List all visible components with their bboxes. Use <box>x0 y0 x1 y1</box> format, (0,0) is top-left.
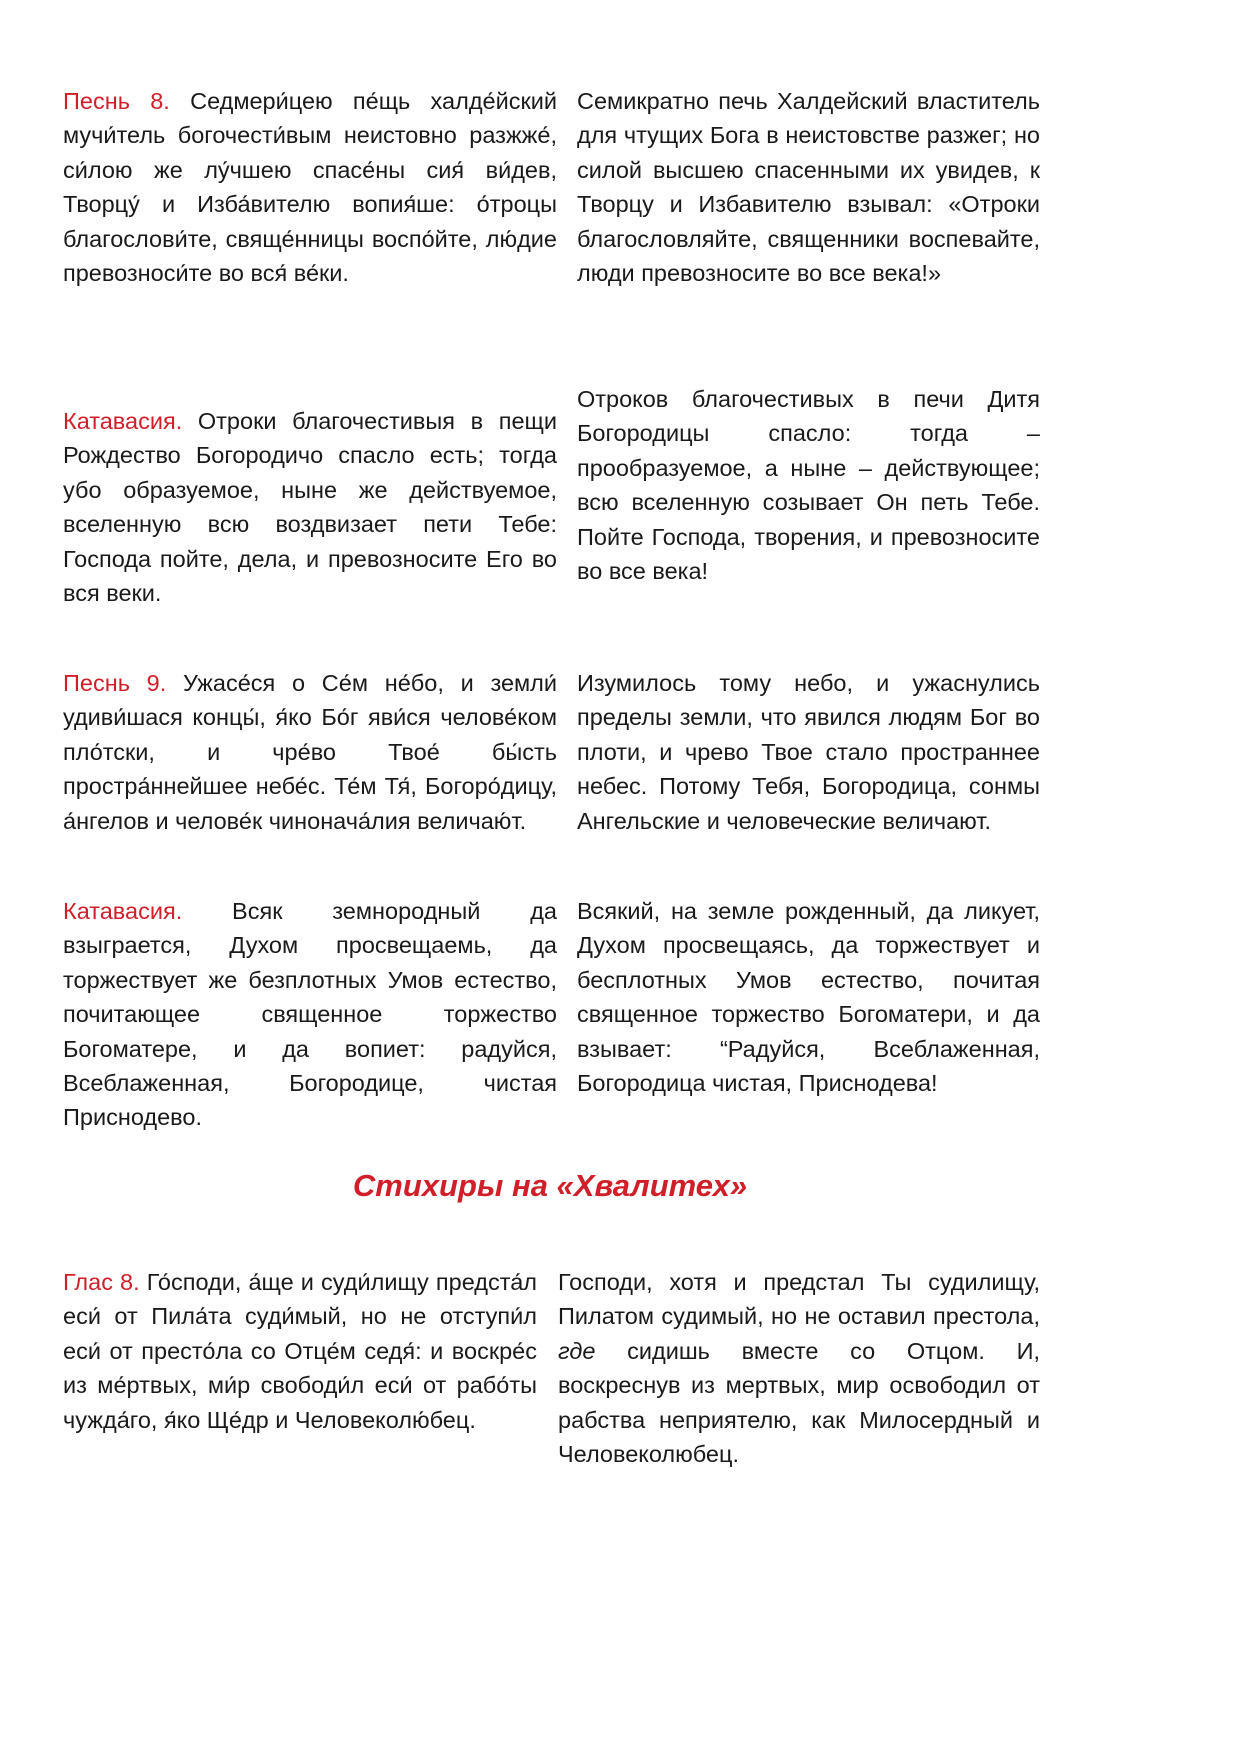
section-translation: Отроков благочестивых в печи Дитя Богородицы спасло: тогда – прообразуемое, а ныне – действующее; всю вселенную созывает Он петь Тебе. Пойте Господа, творения, и превозносите во все века! <box>577 386 1040 585</box>
stichera-translation-italic: где <box>558 1337 596 1364</box>
section-2-church-slavonic <box>63 404 557 610</box>
section-3-russian <box>577 666 1040 838</box>
section-1-church-slavonic <box>63 84 557 290</box>
stichera-church-slavonic <box>63 1265 537 1437</box>
stichera-russian <box>558 1265 1040 1471</box>
section-text: Ужасе́ся о Се́м не́бо, и земли́ удиви́шася концы́, я́ко Бо́г яви́ся челове́ком пло́тски, и чре́во Твое́ бы́сть простра́ннейшее небе́с. Те́м Тя́, Богоро́дицу, а́нгелов и челове́к чинонача́лия величаю́т. <box>63 670 558 834</box>
section-4-church-slavonic <box>63 894 557 1135</box>
section-1-russian <box>577 84 1040 290</box>
section-text: Всяк земнородный да взыграется, Духом просвещаемь, да торжествует же безплотных Умов естество, почитающее священное торжество Богоматере, и да вопиет: радуйся, Всеблаженная, Богородице, чистая Приснодево. <box>63 898 557 1131</box>
section-2-russian <box>577 382 1040 588</box>
stichera-text: Го́споди, а́ще и суди́лищу предста́л еси́ от Пила́та суди́мый, но не отступи́л еси́ от престо́ла со Отце́м седя́: и воскре́с из ме́ртвых, ми́р свободи́л еси́ от рабо́ты чужда́го, я́ко Ще́др и Человеколю́бец. <box>63 1269 537 1433</box>
section-translation: Семикратно печь Халдейский властитель для чтущих Бога в неистовстве разжег; но силой высшею спасенными их увидев, к Творцу и Избавителю взывал: «Отроки благословляйте, священники воспевайте, люди превозносите во все века!» <box>577 88 1040 287</box>
section-heading: Стихиры на «Хвалитех» <box>352 1168 748 1203</box>
section-label: Песнь 9. <box>63 670 167 696</box>
section-3-church-slavonic <box>63 666 557 838</box>
section-label: Катавасия. <box>63 408 183 434</box>
section-text: Отроки благочестивыя в пещи Рождество Богородичо спасло есть; тогда убо образуемое, ныне же действуемое, вселенную всю воздвизает пети Тебе: Господа пойте, дела, и превозносите Его во вся веки. <box>63 408 558 607</box>
section-text: Седмери́цею пе́щь халде́йский мучи́тель богочести́вым неистовно разжже́, си́лою же лу́чшею спасе́ны сия́ ви́дев, Творцу́ и Изба́вителю вопия́ше: о́троцы благослови́те, свяще́нницы воспо́йте, лю́дие превозноси́те во вся́ ве́ки. <box>63 88 558 287</box>
stichera-translation-part2: сидишь вместе со Отцом. И, воскреснув из мертвых, мир освободил от рабства неприятелю, как Милосердный и Человеколюбец. <box>558 1337 1040 1468</box>
section-label: Катавасия. <box>63 898 183 924</box>
section-translation: Изумилось тому небо, и ужаснулись пределы земли, что явился людям Бог во плоти, и чрево Твое стало пространнее небес. Потому Тебя, Богородица, сонмы Ангельские и человеческие величают. <box>577 670 1040 834</box>
section-4-russian <box>577 894 1040 1100</box>
section-label: Песнь 8. <box>63 88 170 114</box>
stichera-translation-part1: Господи, хотя и предстал Ты судилищу, Пилатом судимый, но не оставил престола, <box>558 1269 1040 1330</box>
stichera-label: Глас 8. <box>63 1269 140 1295</box>
section-translation: Всякий, на земле рожденный, да ликует, Духом просвещаясь, да торжествует и бесплотных Умов естество, почитая священное торжество Богоматери, и да взывает: “Радуйся, Всеблаженная, Богородица чистая, Приснодева! <box>577 898 1040 1097</box>
